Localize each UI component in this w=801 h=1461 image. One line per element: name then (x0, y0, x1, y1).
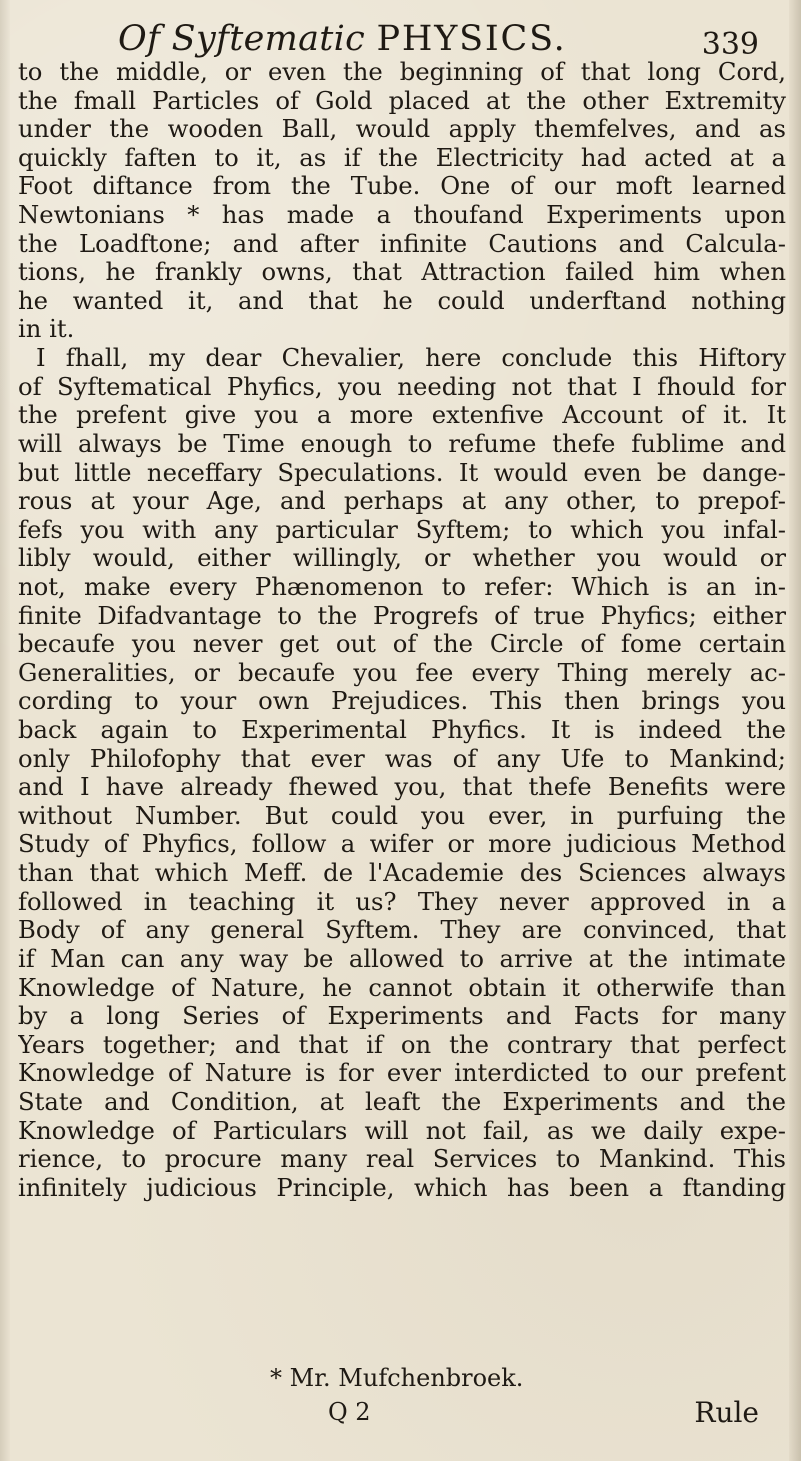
text-line: to the middle, or even the beginning of that long Cord, (18, 58, 786, 86)
text-line: rience, to procure many real Services to Mankind. This (18, 1145, 786, 1174)
text-line: but little neceffary Speculations. It would even be dange- (18, 458, 786, 487)
catchword: Rule (694, 1396, 759, 1429)
footnote (270, 1364, 523, 1392)
text-line: only Philofophy that ever was of any Ufe to Mankind; (18, 744, 786, 773)
text-line: if Man can any way be allowed to arrive at the intimate (18, 944, 786, 973)
text-line: followed in teaching it us? They never approved in a (18, 887, 786, 916)
text-line: cording to your own Prejudices. This then brings you (18, 687, 786, 716)
text-line: Generalities, or becaufe you fee every Thing merely ac- (18, 658, 786, 687)
page-footer (0, 1396, 801, 1432)
text-line: of Syftematical Phyfics, you needing not that I fhould for (18, 372, 786, 401)
text-line: Years together; and that if on the contrary that perfect (18, 1030, 786, 1059)
text-line: than that which Meff. de l'Academie des Sciences always (18, 859, 786, 888)
text-line: not, make every Phænomenon to refer: Which is an in- (18, 572, 786, 601)
text-line: Study of Phyfics, follow a wifer or more judicious Method (18, 830, 786, 859)
text-line: under the wooden Ball, would apply themfelves, and as (18, 115, 786, 144)
page-number: 339 (701, 27, 759, 62)
text-line: he wanted it, and that he could underftand nothing (18, 286, 786, 315)
text-line: Knowledge of Particulars will not fail, as we daily expe- (18, 1116, 786, 1145)
text-line: will always be Time enough to refume thefe fublime and (18, 429, 786, 458)
text-line: State and Condition, at leaft the Experiments and the (18, 1087, 786, 1116)
text-line: Knowledge of Nature is for ever interdicted to our prefent (18, 1059, 786, 1088)
page-right-edge (789, 0, 801, 1461)
text-line: in it. (18, 315, 75, 344)
footnote-text: * Mr. Mufchenbroek. (270, 1364, 524, 1392)
text-line: Newtonians * has made a thoufand Experiments upon (18, 201, 786, 230)
text-line: I fhall, my dear Chevalier, here conclude this Hiftory (36, 344, 786, 373)
text-line: Body of any general Syftem. They are convinced, that (18, 916, 786, 945)
text-line: and I have already fhewed you, that thefe Benefits were (18, 773, 786, 802)
text-line: the prefent give you a more extenfive Account of it. It (18, 401, 786, 430)
signature-mark: Q 2 (328, 1398, 371, 1426)
text-line: infinitely judicious Principle, which has been a ftanding (18, 1173, 786, 1202)
text-line: the Loadftone; and after infinite Cautions and Calcula- (18, 229, 786, 258)
text-line: becaufe you never get out of the Circle of fome certain (18, 630, 786, 659)
text-line: libly would, either willingly, or whether you would or (18, 544, 786, 573)
text-line: quickly faften to it, as if the Electricity had acted at a (18, 143, 786, 172)
text-line: the fmall Particles of Gold placed at the other Extremity (18, 86, 786, 115)
text-line: tions, he frankly owns, that Attraction failed him when (18, 258, 786, 287)
text-line: by a long Series of Experiments and Facts for many (18, 1002, 786, 1031)
text-line: Foot diftance from the Tube. One of our moft learned (18, 172, 786, 201)
running-title (118, 19, 567, 59)
page-left-edge (0, 0, 10, 1461)
text-line: back again to Experimental Phyfics. It is indeed the (18, 716, 786, 745)
text-line: without Number. But could you ever, in purfuing the (18, 801, 786, 830)
text-line: rous at your Age, and perhaps at any other, to prepof- (18, 487, 786, 516)
running-title-main: PHYSICS. (376, 19, 567, 59)
running-title-prefix: Of Syftematic (118, 19, 366, 59)
text-line: Knowledge of Nature, he cannot obtain it otherwife than (18, 973, 786, 1002)
text-line: finite Difadvantage to the Progrefs of true Phyfics; either (18, 601, 786, 630)
main-text-block (18, 58, 786, 1202)
text-line: fefs you with any particular Syftem; to which you infal- (18, 515, 786, 544)
